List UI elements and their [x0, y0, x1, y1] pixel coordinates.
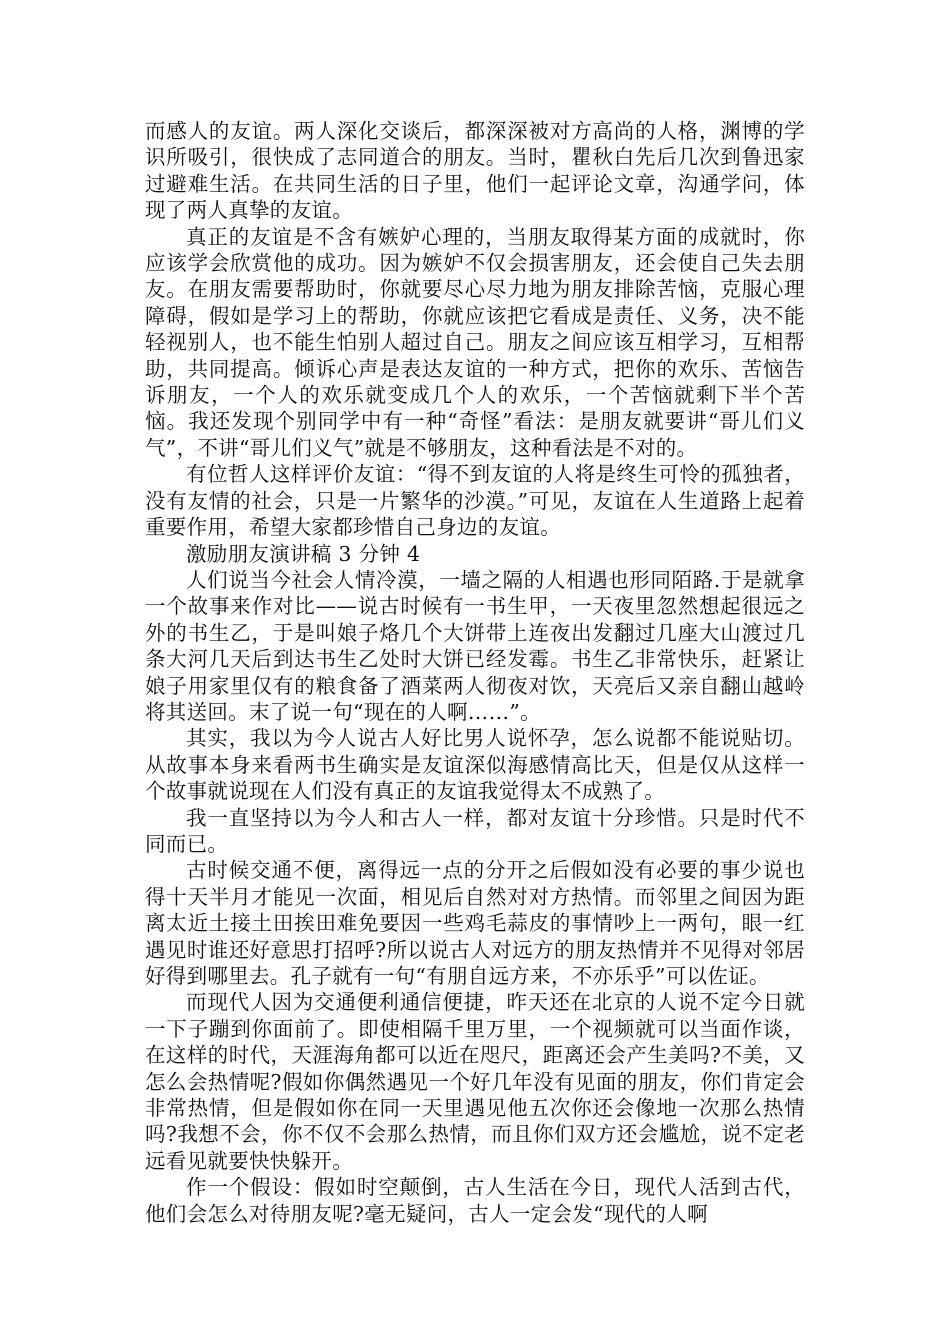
section-heading: 激励朋友演讲稿 3 分钟 4 — [186, 541, 421, 566]
paragraph-3: 有位哲人这样评价友谊：“得不到友谊的人将是终生可怜的孤独者，没有友情的社会，只是一片繁华的沙漠。”可见，友谊在人生道路上起着重要作用，希望大家都珍惜自己身边的友谊。 — [145, 462, 805, 540]
paragraph-7: 古时候交通不便，离得远一点的分开之后假如没有必要的事少说也得十天半月才能见一次面，相见后自然对对方热情。而邻里之间因为距离太近土接土田挨田难免要因一些鸡毛蒜皮的事情吵上一两句，眼一红遇见时谁还好意思打招呼?所以说古人对远方的朋友热情并不见得对邻居好得到哪里去。孔子就有一句“有朋自远方来，不亦乐乎”可以佐证。 — [145, 858, 805, 988]
paragraph-1: 而感人的友谊。两人深化交谈后，都深深被对方高尚的人格，渊博的学识所吸引，很快成了志同道合的朋友。当时，瞿秋白先后几次到鲁迅家过避难生活。在共同生活的日子里，他们一起评论文章，沟通学问，体现了两人真挚的友谊。 — [145, 119, 805, 223]
paragraph-2: 真正的友谊是不含有嫉妒心理的，当朋友取得某方面的成就时，你应该学会欣赏他的成功。因为嫉妒不仅会损害朋友，还会使自己失去朋友。在朋友需要帮助时，你就要尽心尽力地为朋友排除苦恼，克服心理障碍，假如是学习上的帮助，你就应该把它看成是责任、义务，决不能轻视别人，也不能生怕别人超过自己。朋友之间应该互相学习，互相帮助，共同提高。倾诉心声是表达友谊的一种方式，把你的欢乐、苦恼告诉朋友，一个人的欢乐就变成几个人的欢乐，一个苦恼就剩下半个苦恼。我还发现个别同学中有一种“奇怪”看法：是朋友就要讲“哥儿们义气”，不讲“哥儿们义气”就是不够朋友，这种看法是不对的。 — [145, 224, 805, 460]
document-body — [145, 118, 805, 1227]
paragraph-5: 其实，我以为今人说古人好比男人说怀孕，怎么说都不能说贴切。从故事本身来看两书生确实是友谊深似海感情高比天，但是仅从这样一个故事就说现在人们没有真正的友谊我觉得太不成熟了。 — [145, 726, 805, 804]
paragraph-6: 我一直坚持以为今人和古人一样，都对友谊十分珍惜。只是时代不同而已。 — [145, 805, 805, 856]
paragraph-4: 人们说当今社会人情冷漠，一墙之隔的人相遇也形同陌路.于是就拿一个故事来作对比——说古时候有一书生甲，一天夜里忽然想起很远之外的书生乙，于是叫娘子烙几个大饼带上连夜出发翻过几座大山渡过几条大河几天后到达书生乙处时大饼已经发霉。书生乙非常快乐，赶紧让娘子用家里仅有的粮食备了酒菜两人彻夜对饮，天亮后又亲自翻山越岭将其送回。末了说一句“现在的人啊……”。 — [145, 567, 805, 724]
paragraph-8: 而现代人因为交通便利通信便捷，昨天还在北京的人说不定今日就一下子蹦到你面前了。即使相隔千里万里，一个视频就可以当面作谈，在这样的时代，天涯海角都可以近在咫尺，距离还会产生美吗?不美，又怎么会热情呢?假如你偶然遇见一个好几年没有见面的朋友，你们肯定会非常热情，但是假如你在同一天里遇见他五次你还会像地一次那么热情吗?我想不会，你不仅不会那么热情，而且你们双方还会尴尬，说不定老远看见就要快快躲开。 — [145, 990, 805, 1173]
paragraph-9: 作一个假设：假如时空颠倒，古人生活在今日，现代人活到古代，他们会怎么对待朋友呢?毫无疑问，古人一定会发“现代的人啊 — [145, 1175, 805, 1226]
